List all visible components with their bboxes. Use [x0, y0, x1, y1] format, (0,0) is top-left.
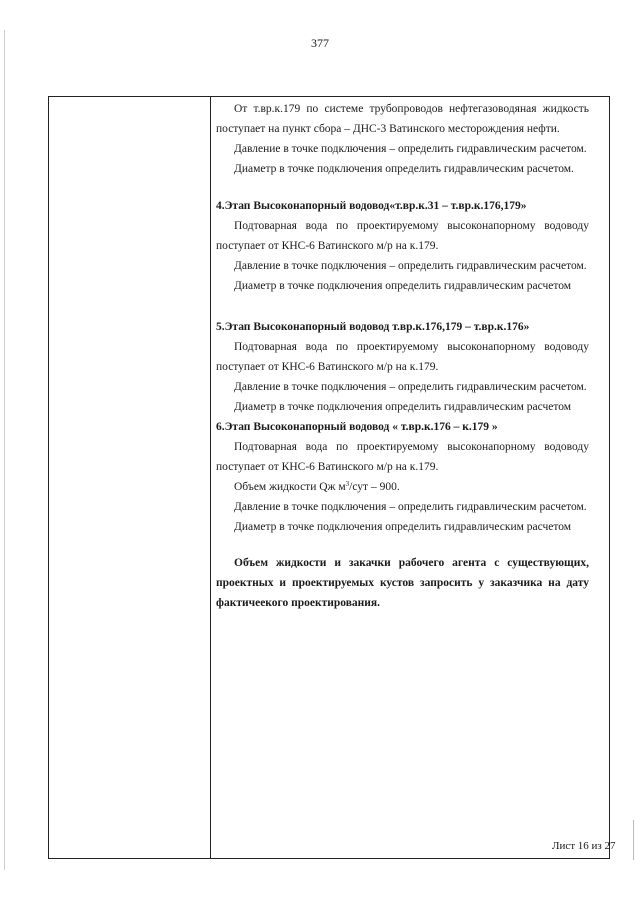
- paragraph-stage4-water: Подтоварная вода по проектируемому высоконапорному водоводу поступает от КНС-6 Ватинского м/р на к.179.: [216, 220, 589, 252]
- paragraph-stage5-diameter: Диаметр в точке подключения определить гидравлическим расчетом: [234, 401, 572, 413]
- document-table: [48, 96, 610, 859]
- page-number: 377: [311, 36, 329, 50]
- heading-stage-5: 5.Этап Высоконапорный водовод т.вр.к.176,179 – т.вр.к.176»: [216, 321, 530, 333]
- paragraph-stage6-diameter: Диаметр в точке подключения определить гидравлическим расчетом: [234, 521, 572, 533]
- table-content-cell: [216, 97, 589, 613]
- scan-edge-left: [4, 30, 5, 870]
- paragraph-stage6-volume: [216, 477, 589, 497]
- paragraph-diameter: Диаметр в точке подключения определить гидравлическим расчетом.: [234, 163, 574, 175]
- column-divider: [210, 97, 211, 858]
- sheet-number: Лист 16 из 27: [552, 840, 616, 852]
- volume-value: /сут – 900.: [349, 481, 400, 493]
- paragraph-stage6-pressure: Давление в точке подключения – определить гидравлическим расчетом.: [234, 501, 587, 513]
- heading-stage-4: 4.Этап Высоконапорный водовод«т.вр.к.31 – т.вр.к.176,179»: [216, 200, 527, 212]
- final-note: Объем жидкости и закачки рабочего агента с существующих, проектных и проектируемых кустов запросить у заказчика на дату фактичеекого проектирования.: [216, 557, 589, 609]
- paragraph-pressure: Давление в точке подключения – определить гидравлическим расчетом.: [234, 143, 587, 155]
- paragraph-stage6-water: Подтоварная вода по проектируемому высоконапорному водоводу поступает от КНС-6 Ватинского м/р на к.179.: [216, 441, 589, 473]
- volume-unit-superscript: 3: [345, 480, 350, 488]
- scan-edge-right: [633, 820, 634, 860]
- paragraph-stage5-water: Подтоварная вода по проектируемому высоконапорному водоводу поступает от КНС-6 Ватинского м/р на к.179.: [216, 341, 589, 373]
- heading-stage-6: 6.Этап Высоконапорный водовод « т.вр.к.176 – к.179 »: [216, 421, 498, 433]
- paragraph-stage5-pressure: Давление в точке подключения – определить гидравлическим расчетом.: [234, 381, 587, 393]
- paragraph-pipeline-route: От т.вр.к.179 по системе трубопроводов нефтегазоводяная жидкость поступает на пункт сбора – ДНС-3 Ватинского месторождения нефти.: [216, 103, 589, 135]
- volume-label: Объем жидкости Qж м: [234, 481, 346, 493]
- paragraph-stage4-diameter: Диаметр в точке подключения определить гидравлическим расчетом: [234, 280, 572, 292]
- paragraph-stage4-pressure: Давление в точке подключения – определить гидравлическим расчетом.: [234, 260, 587, 272]
